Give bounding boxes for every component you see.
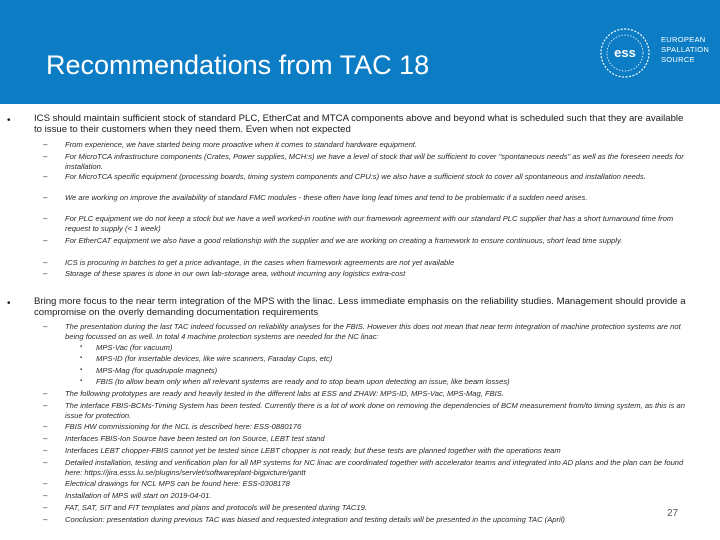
dash-marker: –	[43, 193, 48, 202]
section2-subitem: MPS-Vac (for vacuum)	[96, 343, 173, 352]
section2-item: Detailed installation, testing and verification plan for all MP systems for NC linac are coordinated together with accelerator teams and integrated into AD plans and the plan can be found here: https://jira.esss.lu.se/plugins/servlet/softwareplant-bigpicture/gantt	[65, 458, 684, 477]
org-name-line: SPALLATION	[661, 45, 710, 54]
section2-subitem: MPS-Mag (for quadrupole magnets)	[96, 366, 218, 375]
square-bullet-icon: ▪	[80, 378, 83, 384]
section2-item: Installation of MPS will start on 2019-04-01.	[65, 491, 212, 500]
dash-marker: –	[43, 503, 48, 512]
section1-item: From experience, we have started being more proactive when it comes to standard hardware equipment.	[65, 140, 418, 149]
section1-item: Storage of these spares is done in our own lab-storage area, without incurring any logistics extra-cost	[65, 269, 406, 278]
org-name-line: EUROPEAN	[661, 35, 706, 44]
section2-item: Conclusion: presentation during previous TAC was biased and requested integration and testing details will be presented in the upcoming TAC (April)	[65, 515, 565, 524]
section2-item: The presentation during the last TAC indeed focussed on reliability analyses for the FBIS. However this does not mean that near term integration of machine protection systems are not being focussed on as well. In total 4 machine protection systems are needed for the NC linac:	[65, 322, 681, 341]
dash-marker: –	[43, 258, 48, 267]
section2-item: FAT, SAT, SIT and FIT templates and plans and protocols will be presented during TAC19.	[65, 503, 367, 512]
section2-item: FBIS HW commissioning for the NCL is described here: ESS-0880176	[65, 422, 302, 431]
bullet-marker: •	[7, 298, 11, 309]
bullet-marker: •	[7, 115, 11, 126]
section2-text: Bring more focus to the near term integration of the MPS with the linac. Less immediate emphasis on the reliability studies. Management should provide a compromise on the overly demanding documentation requirements	[34, 296, 686, 318]
dash-marker: –	[43, 269, 48, 278]
square-bullet-icon: ▪	[80, 355, 83, 361]
section1-item: ICS is procuring in batches to get a price advantage, in the cases when framework agreements are not yet available	[65, 258, 455, 267]
dash-marker: –	[43, 214, 48, 223]
dash-marker: –	[43, 458, 48, 467]
slide-title: Recommendations from TAC 18	[46, 50, 430, 80]
slide-header	[0, 0, 720, 104]
dash-marker: –	[43, 446, 48, 455]
ess-logo-icon	[598, 26, 652, 80]
section1-item: We are working on improve the availability of standard FMC modules - these often have long lead times and tend to be problematic if a sudden need arises.	[65, 193, 588, 202]
dash-marker: –	[43, 491, 48, 500]
dash-marker: –	[43, 401, 48, 410]
dash-marker: –	[43, 434, 48, 443]
section2-item: Electrical drawings for NCL MPS can be found here: ESS-0308178	[65, 479, 290, 488]
square-bullet-icon: ▪	[80, 344, 83, 350]
section2-subitem: MPS-ID (for insertable devices, like wire scanners, Faraday Cups, etc)	[96, 354, 333, 363]
square-bullet-icon: ▪	[80, 367, 83, 373]
section2-item: The interface FBIS-BCMs-Timing System has been tested. Currently there is a lot of work done on removing the dependencies of BCM measurement from/to timing system, as this is an issue for protection.	[65, 401, 685, 420]
dash-marker: –	[43, 236, 48, 245]
dash-marker: –	[43, 479, 48, 488]
logo-mark: ess	[614, 45, 636, 60]
dash-marker: –	[43, 322, 48, 331]
org-name	[661, 35, 709, 65]
section1-item: For PLC equipment we do not keep a stock but we have a well worked-in routine with our framework agreement with our standard PLC supplier that has a short turnaround time from request to supply (< 1 week)	[65, 214, 674, 233]
dash-marker: –	[43, 422, 48, 431]
section2-subitem: FBIS (to allow beam only when all relevant systems are ready and to stop beam upon detecting an issue, like beam losses)	[96, 377, 510, 386]
section1-text: ICS should maintain sufficient stock of standard PLC, EtherCat and MTCA components above and beyond what is scheduled such that they are available to issue to their customers when they need them. Even when not expected	[34, 113, 684, 135]
section2-item: Interfaces LEBT chopper-FBIS cannot yet be tested since LEBT chopper is not ready, but these tests are planned together with the operations team	[65, 446, 561, 455]
org-name-line: SOURCE	[661, 55, 695, 64]
dash-marker: –	[43, 389, 48, 398]
section1-item: For MicroTCA specific equipment (processing boards, timing system components and CPU:s) we also have a sufficient stock to cover all spontaneous and installation needs.	[65, 172, 646, 181]
section1-item: For MicroTCA infrastructure components (Crates, Power supplies, MCH:s) we have a level of stock that will be sufficient to cover "spontaneous needs" as well as the foreseen needs for installation.	[65, 152, 684, 171]
section2-item: The following prototypes are ready and heavily tested in the different labs at ESS and ZHAW: MPS-ID, MPS-Vac, MPS-Mag, FBIS.	[65, 389, 504, 398]
section2-item: Interfaces FBIS-Ion Source have been tested on Ion Source, LEBT test stand	[65, 434, 325, 443]
dash-marker: –	[43, 140, 48, 149]
dash-marker: –	[43, 172, 48, 181]
dash-marker: –	[43, 515, 48, 524]
section1-item: For EtherCAT equipment we also have a good relationship with the supplier and we are working on creating a framework to ensure continuous, short lead time supply.	[65, 236, 623, 245]
dash-marker: –	[43, 152, 48, 161]
page-number: 27	[667, 508, 679, 519]
